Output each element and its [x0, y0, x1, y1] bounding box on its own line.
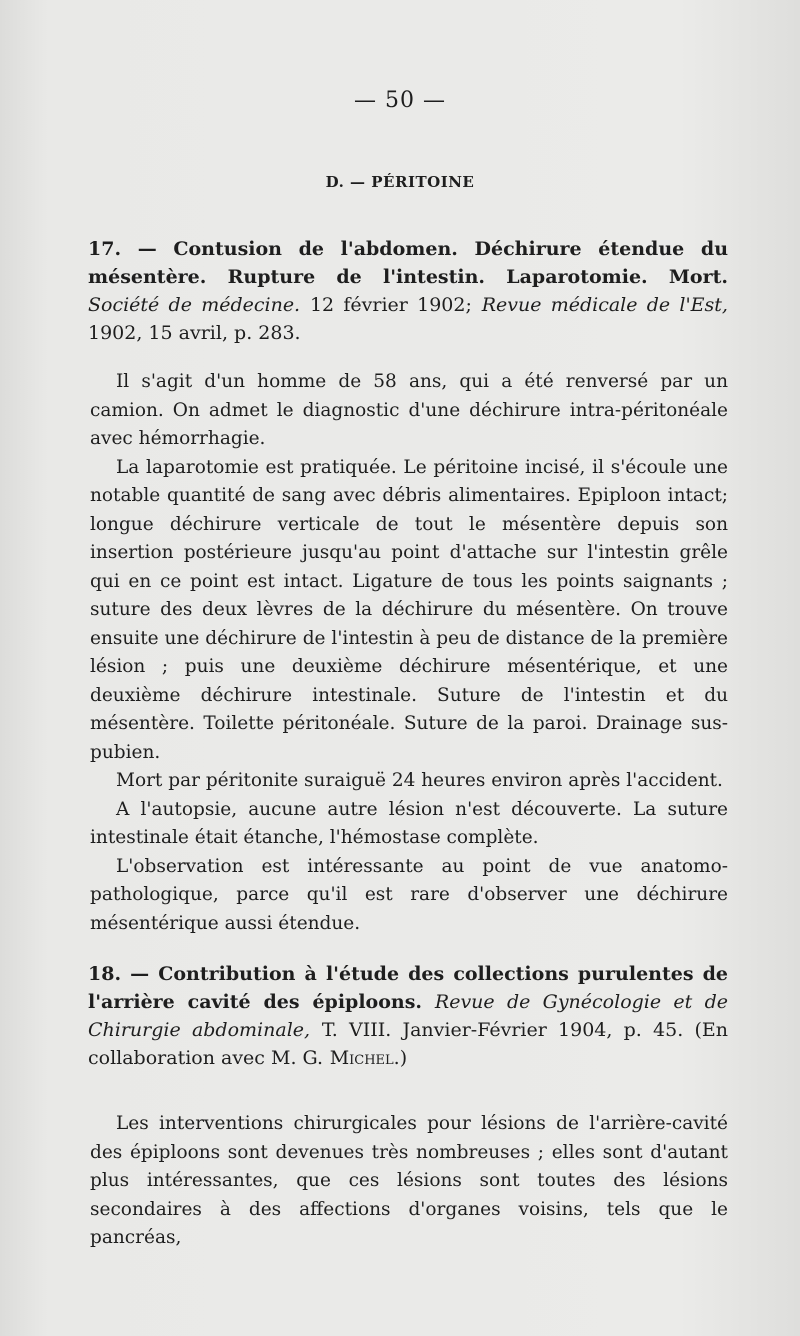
entry-18-paragraph: Les interventions chirurgicales pour lésions de l'arrière-cavité des épiploons sont devenues très nombreuses ; elles sont d'autant plus intéressantes, que ces lésions sont toutes des lésions secondaires à des affections d'organes voisins, tels que le pancréas, — [90, 1113, 728, 1248]
entry-17-paragraph: A l'autopsie, aucune autre lésion n'est découverte. La suture intestinale était étanche, l'hémostase complète. — [90, 798, 728, 848]
entry-17-ref: 1902, 15 avril, p. 283. — [88, 322, 301, 344]
section-heading: D. — PÉRITOINE — [325, 173, 475, 191]
entry-17-date: 12 février 1902; — [309, 294, 472, 316]
entry-17-number: 17. — — [88, 238, 157, 260]
entry-17-source-2: Revue médicale de l'Est, — [481, 294, 728, 316]
entry-17-paragraph: La laparotomie est pratiquée. Le péritoine incisé, il s'écoule une notable quantité de sang avec débris alimentaires. Epiploon intact; longue déchirure verticale de tout le mésentère depuis son insertion postérieure jusqu'au point d'attache sur l'intestin grêle qui en ce point est intact. Ligature de tous les points saignants ; suture des deux lèvres de la déchirure du mésentère. On trouve ensuite une déchirure de l'intestin à peu de distance de la première lésion ; puis une deuxième déchirure mésentérique, et une deuxième déchirure intestinale. Suture de l'intestin et du mésentère. Toilette péritonéale. Suture de la paroi. Drainage sus-pubien. — [90, 456, 728, 763]
entry-18-coauthor: Michel.) — [329, 1047, 408, 1069]
entry-17-source-1: Société de médecine. — [88, 294, 301, 316]
entry-17-paragraph: L'observation est intéressante au point de vue anatomo-pathologique, parce qu'il est rare d'observer une déchirure mésentérique aussi étendue. — [90, 855, 728, 934]
entry-17-paragraph: Il s'agit d'un homme de 58 ans, qui a été renversé par un camion. On admet le diagnostic d'une déchirure intra-péritonéale avec hémorrhagie. — [90, 371, 728, 449]
entry-17-title — [88, 235, 728, 347]
entry-17-body — [90, 368, 728, 938]
entry-18-number: 18. — — [88, 963, 150, 985]
entry-18-title — [88, 960, 728, 1072]
entry-18-source: Revue de Gynécologie et de Chirurgie abdominale, — [88, 991, 728, 1041]
entry-17-paragraph: Mort par péritonite suraiguë 24 heures environ après l'accident. — [116, 770, 723, 791]
entry-17-title-text: Contusion de l'abdomen. Déchirure étendue du mésentère. Rupture de l'intestin. Laparotomie. Mort. — [88, 238, 729, 288]
page-number: — 50 — — [354, 88, 446, 113]
entry-18-title-text: Contribution à l'étude des collections purulentes de l'arrière cavité des épiploons. — [88, 963, 729, 1013]
entry-18-ref: T. VIII. Janvier-Février 1904, p. 45. (En collaboration avec M. G. — [88, 1019, 728, 1069]
entry-18-body — [90, 1110, 728, 1253]
